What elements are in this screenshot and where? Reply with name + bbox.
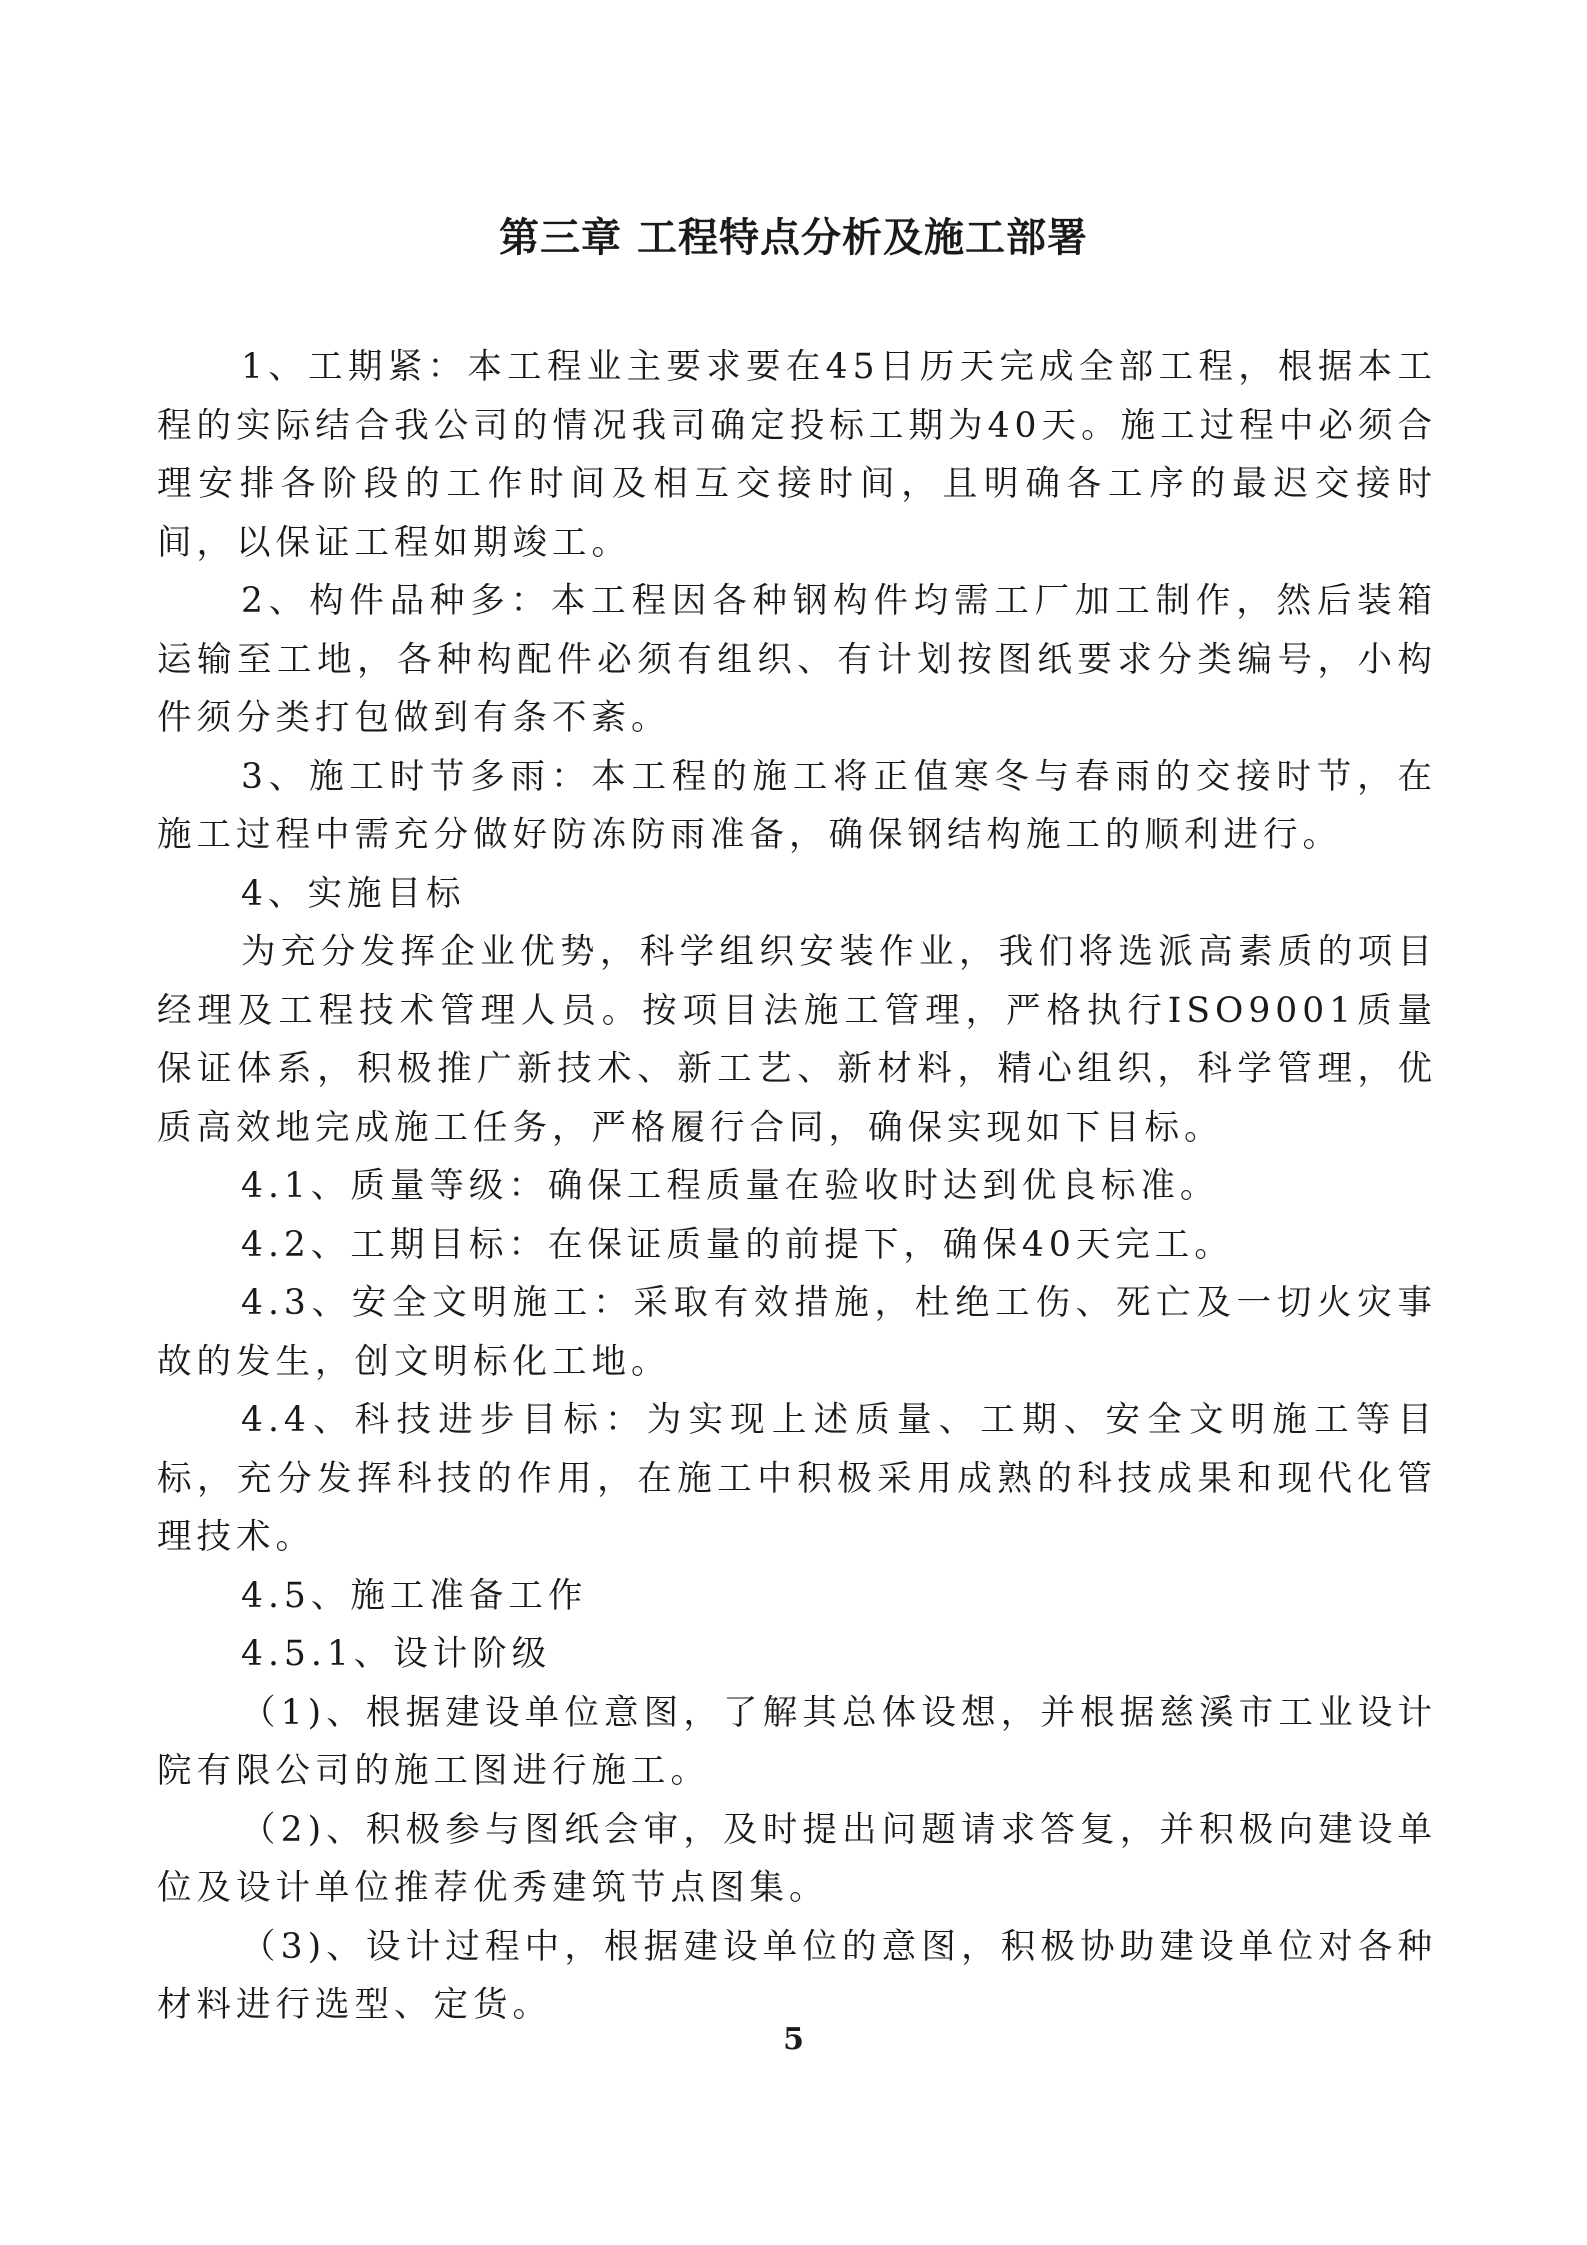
paragraph-duration: 4.2、工期目标：在保证质量的前提下，确保40天完工。 [241, 1224, 1234, 1265]
paragraph-design-stage-heading: 4.5.1、设计阶级 [241, 1634, 552, 1674]
paragraph-rainy-season: 3、施工时节多雨：本工程的施工将正值寒冬与春雨的交接时节，在施工过程中需充分做好防冻防雨准备，确保钢结构施工的顺利进行。 [157, 756, 1437, 855]
paragraph-preparation-heading: 4.5、施工准备工作 [241, 1575, 588, 1616]
paragraph-goals-intro: 为充分发挥企业优势，科学组织安装作业，我们将选派高素质的项目经理及工程技术管理人员。按项目法施工管理，严格执行ISO9001质量保证体系，积极推广新技术、新工艺、新材料，精心组织，科学管理，优质高效地完成施工任务，严格履行合同，确保实现如下目标。 [157, 932, 1437, 1148]
paragraph-design-item-2: （2)、积极参与图纸会审，及时提出问题请求答复，并积极向建设单位及设计单位推荐优秀建筑节点图集。 [157, 1809, 1437, 1908]
document-body [157, 338, 1437, 2035]
paragraph-design-item-1: （1)、根据建设单位意图，了解其总体设想，并根据慈溪市工业设计院有限公司的施工图进行施工。 [157, 1692, 1437, 1791]
paragraph-components: 2、构件品种多：本工程因各种钢构件均需工厂加工制作，然后装箱运输至工地，各种构配件必须有组织、有计划按图纸要求分类编号，小构件须分类打包做到有条不紊。 [157, 581, 1437, 738]
paragraph-technology: 4.4、科技进步目标：为实现上述质量、工期、安全文明施工等目标，充分发挥科技的作用，在施工中积极采用成熟的科技成果和现代化管理技术。 [157, 1400, 1437, 1557]
paragraph-quality: 4.1、质量等级：确保工程质量在验收时达到优良标准。 [241, 1166, 1220, 1206]
page-number: 5 [783, 2022, 804, 2057]
paragraph-goals-heading: 4、实施目标 [241, 873, 466, 914]
chapter-title: 第三章 工程特点分析及施工部署 [499, 214, 1088, 261]
paragraph-safety: 4.3、安全文明施工：采取有效措施，杜绝工伤、死亡及一切火灾事故的发生，创文明标化工地。 [157, 1283, 1437, 1382]
paragraph-schedule: 1、工期紧：本工程业主要求要在45日历天完成全部工程，根据本工程的实际结合我公司的情况我司确定投标工期为40天。施工过程中必须合理安排各阶段的工作时间及相互交接时间，且明确各工序的最迟交接时间，以保证工程如期竣工。 [157, 347, 1437, 563]
paragraph-design-item-3: （3)、设计过程中，根据建设单位的意图，积极协助建设单位对各种材料进行选型、定货。 [157, 1926, 1437, 2025]
